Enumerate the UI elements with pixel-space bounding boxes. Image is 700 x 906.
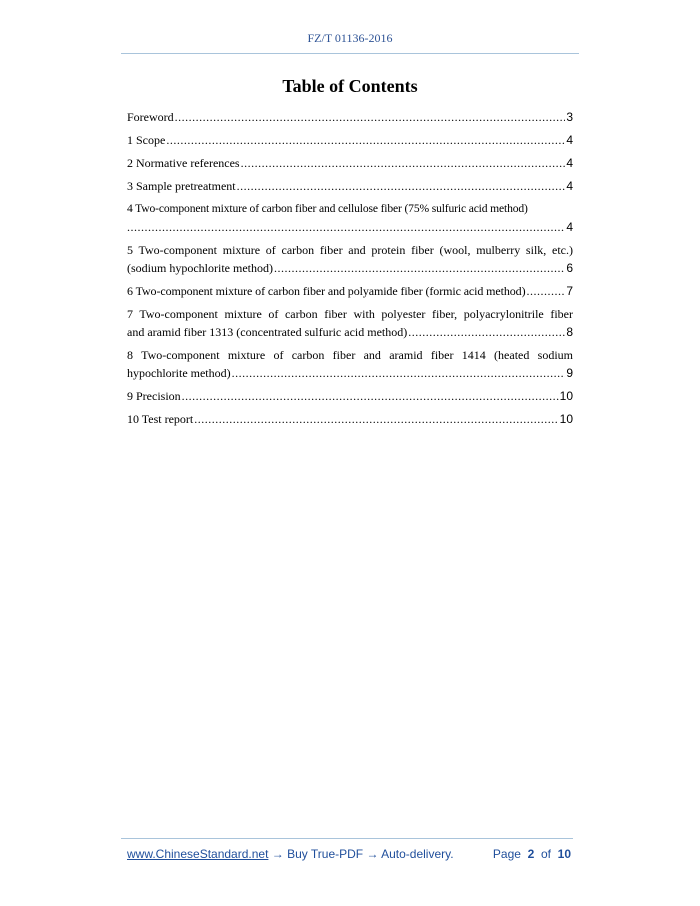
toc-page-number: 6: [566, 261, 573, 275]
toc-entry-test-report[interactable]: [127, 410, 573, 428]
toc-entry-title: 2 Normative references: [127, 156, 240, 170]
footer-promo: [127, 847, 454, 861]
dot-leader: [194, 410, 558, 428]
toc-entry-title: 8 Two-component mixture of carbon fiber and aramid fiber 1414 (heated sodium: [127, 348, 573, 362]
toc-page-number: 4: [566, 220, 573, 234]
toc-entry-title: 3 Sample pretreatment: [127, 179, 236, 193]
toc-entry-title: 10 Test report: [127, 412, 194, 426]
toc-page-number: 10: [559, 412, 573, 426]
toc-entry-protein-fiber[interactable]: [127, 241, 573, 277]
dot-leader: [166, 131, 565, 149]
dot-leader: [237, 177, 566, 195]
toc-page-number: 9: [566, 366, 573, 380]
toc-page-number: 3: [566, 110, 573, 124]
toc-page-number: 4: [566, 156, 573, 170]
table-of-contents: [127, 108, 573, 433]
toc-entry-title-continued: (sodium hypochlorite method): [127, 261, 273, 275]
dot-leader: [127, 218, 565, 236]
page-title: Table of Contents: [282, 76, 418, 96]
dot-leader: [175, 108, 566, 126]
toc-entry-title: 7 Two-component mixture of carbon fiber with polyester fiber, polyacrylonitrile fiber: [127, 307, 573, 321]
dot-leader: [182, 387, 559, 405]
toc-entry-sample-pretreatment[interactable]: [127, 177, 573, 195]
toc-entry-normative-references[interactable]: [127, 154, 573, 172]
toc-entry-title-continued: and aramid fiber 1313 (concentrated sulfuric acid method): [127, 325, 408, 339]
toc-entry-title: 1 Scope: [127, 133, 166, 147]
toc-entry-scope[interactable]: [127, 131, 573, 149]
toc-entry-foreword[interactable]: [127, 108, 573, 126]
toc-page-number: 10: [559, 389, 573, 403]
toc-entry-title: 6 Two-component mixture of carbon fiber and polyamide fiber (formic acid method): [127, 284, 526, 298]
header-divider: [121, 53, 579, 54]
toc-page-number: 8: [566, 325, 573, 339]
footer-tagline: → Buy True-PDF → Auto-delivery.: [268, 847, 454, 861]
page-indicator: [493, 847, 571, 861]
toc-entry-precision[interactable]: [127, 387, 573, 405]
page-total: 10: [557, 847, 571, 861]
toc-entry-title: 9 Precision: [127, 389, 181, 403]
toc-entry-title: 5 Two-component mixture of carbon fiber and protein fiber (wool, mulberry silk, etc.): [127, 243, 573, 257]
dot-leader: [241, 154, 566, 172]
website-link[interactable]: www.ChineseStandard.net: [127, 847, 269, 861]
toc-entry-cellulose-fiber[interactable]: [127, 200, 573, 236]
page-of-label: of: [540, 847, 551, 861]
toc-page-number: 4: [566, 133, 573, 147]
toc-entry-polyester-fiber[interactable]: [127, 305, 573, 341]
toc-entry-title: 4 Two-component mixture of carbon fiber and cellulose fiber (75% sulfuric acid method): [127, 202, 528, 215]
toc-page-number: 7: [566, 284, 573, 298]
toc-entry-aramid-fiber-1414[interactable]: [127, 346, 573, 382]
dot-leader: [232, 364, 566, 382]
page-label: Page: [492, 847, 521, 861]
dot-leader: [526, 282, 565, 300]
page-current: 2: [527, 847, 535, 861]
dot-leader: [408, 323, 565, 341]
toc-page-number: 4: [566, 179, 573, 193]
toc-entry-polyamide-fiber[interactable]: [127, 282, 573, 300]
toc-entry-title: Foreword: [127, 110, 174, 124]
document-header: FZ/T 01136-2016: [307, 31, 393, 45]
footer-divider: [121, 838, 573, 839]
toc-entry-title-continued: hypochlorite method): [127, 366, 231, 380]
dot-leader: [274, 259, 565, 277]
